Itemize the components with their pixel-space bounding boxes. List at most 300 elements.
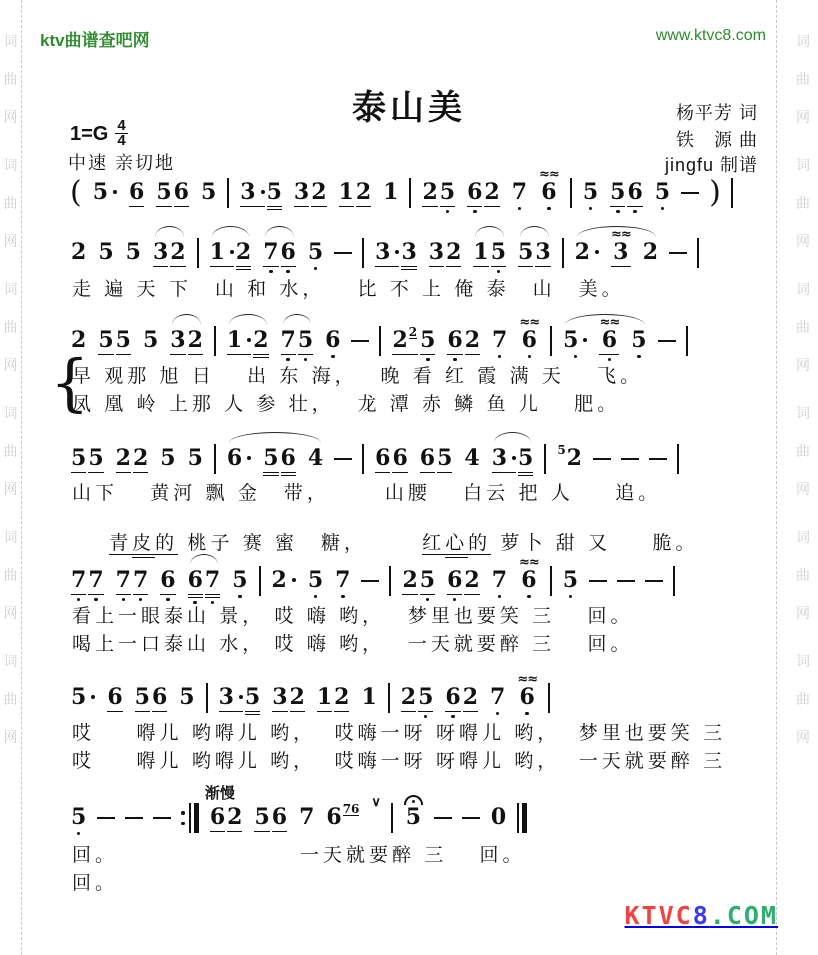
beam-underline	[311, 206, 326, 208]
note-digit: 5	[142, 327, 159, 353]
beam-underline	[420, 472, 435, 474]
duration-dash	[645, 580, 663, 583]
augmentation-dot	[395, 250, 399, 254]
note-below	[227, 829, 242, 846]
augmentation-dot	[512, 456, 516, 460]
music-symbol	[522, 803, 527, 833]
note-digit: 2	[355, 179, 372, 205]
key-text: 1=G	[70, 123, 109, 145]
beam-underline	[254, 831, 269, 833]
note-digit: 3	[613, 239, 629, 265]
watermark-char: 网	[796, 233, 810, 249]
note	[538, 165, 560, 221]
beam-underline	[205, 594, 220, 596]
lyrics-line-4-verse-2	[72, 506, 699, 577]
music-symbol	[194, 803, 199, 833]
beam-underline	[418, 711, 433, 713]
beam-underline	[174, 206, 189, 208]
lyric-underlined: 的	[155, 533, 179, 554]
note-digit: 5	[98, 239, 114, 265]
duration-dash	[361, 580, 379, 583]
music-line-1	[70, 165, 743, 221]
note-digit: 5	[418, 684, 434, 710]
octave-dot-low	[286, 270, 290, 274]
note-above	[519, 313, 539, 328]
beam-underline	[219, 711, 243, 713]
beam-underline	[253, 354, 268, 356]
octave-dot-low	[314, 267, 318, 271]
octave-dot-low	[569, 595, 573, 599]
duration-dash	[658, 340, 676, 343]
note-digit: 2	[235, 239, 252, 265]
watermark-char: 网	[796, 605, 810, 621]
note-digit: 2	[115, 445, 131, 471]
beam-underline	[440, 206, 455, 208]
beam-underline	[392, 472, 407, 474]
note-digit: 6	[419, 445, 436, 471]
octave-dot-low	[269, 270, 273, 274]
note-digit: 7	[115, 567, 131, 593]
watermark-char: 曲	[796, 691, 810, 707]
note	[400, 225, 417, 281]
beam-underline	[518, 266, 533, 268]
watermark-char: 网	[796, 481, 810, 497]
duration-dash	[125, 817, 143, 820]
beam-underline	[156, 206, 171, 208]
octave-dot-low	[446, 210, 450, 214]
grace-note: 5	[557, 443, 566, 457]
slur-group	[152, 225, 187, 281]
lyrics-line-7-middle: 一天就要醉 三 回。	[300, 845, 526, 866]
beamed-group	[338, 165, 373, 221]
note-digit: 7	[88, 567, 104, 593]
note	[338, 165, 355, 221]
note	[152, 225, 169, 281]
beam-underline	[599, 354, 619, 356]
beamed-group	[472, 225, 507, 281]
beam-underline	[467, 206, 482, 208]
beam-underline	[267, 209, 282, 211]
beam-underline	[422, 206, 437, 208]
beam-underline	[447, 594, 462, 596]
note-digit: 6	[173, 179, 189, 205]
lyric-text: 桃子 赛 蜜 糖，	[178, 533, 423, 554]
note	[235, 225, 252, 281]
fermata-icon	[404, 795, 423, 805]
note-digit: 1	[383, 179, 399, 205]
note-digit: 7	[491, 567, 507, 593]
note-digit: 5	[71, 804, 87, 830]
note	[128, 165, 145, 221]
note-below	[254, 829, 269, 846]
note-digit: 2	[71, 327, 87, 353]
barline	[214, 444, 216, 474]
lyric-underlined: 红	[422, 533, 446, 554]
watermark-char: 网	[796, 357, 810, 373]
note-digit: 7	[263, 239, 279, 265]
note-digit: 6	[447, 567, 463, 593]
note-digit: 6	[129, 179, 145, 205]
note-digit: 5	[419, 567, 436, 593]
note-digit: 5	[263, 445, 279, 471]
note-digit: 2	[422, 179, 438, 205]
note-digit: 5	[266, 179, 282, 205]
beam-underline	[267, 206, 282, 208]
beam-underline	[272, 711, 287, 713]
note	[298, 790, 315, 846]
note-digit: 6	[187, 567, 203, 593]
note	[654, 165, 671, 221]
note-digit: 5	[610, 179, 626, 205]
note	[445, 225, 462, 281]
note-digit: 4	[307, 445, 324, 471]
barline	[409, 178, 411, 208]
beam-underline	[245, 714, 260, 716]
beam-underline	[133, 594, 148, 596]
note-digit: 6	[519, 684, 535, 710]
repeat-barline	[181, 803, 199, 833]
tremolo-ornament-icon: ≈≈	[610, 227, 631, 242]
beam-underline	[170, 266, 185, 268]
watermark-char: 网	[3, 109, 18, 125]
note-digit: 5	[654, 179, 671, 205]
time-signature	[115, 119, 127, 148]
barline	[544, 444, 546, 474]
octave-dot-low	[547, 207, 551, 211]
beam-underline	[298, 354, 313, 356]
note-digit: 7	[299, 804, 315, 830]
note-digit: 5	[179, 684, 195, 710]
ktvc8-logo-link[interactable]	[625, 901, 779, 930]
beam-underline	[272, 831, 287, 833]
octave-dot-low	[496, 712, 500, 716]
octave-dot-low	[341, 595, 345, 599]
note-digit: 5	[307, 567, 324, 593]
note-above	[517, 670, 537, 685]
note	[173, 165, 190, 221]
note-below	[512, 204, 527, 221]
octave-dot-low	[525, 712, 529, 716]
slur-group	[209, 225, 253, 281]
beam-underline	[281, 475, 296, 477]
note-digit: 3	[375, 240, 399, 264]
lyric-underlined: 的	[468, 533, 492, 554]
note	[534, 225, 551, 281]
note	[253, 790, 270, 846]
beam-underline	[210, 831, 225, 833]
note-digit: 2	[170, 239, 186, 265]
note-digit: 5	[297, 327, 314, 353]
beamed-group	[374, 225, 418, 281]
note-digit: 5	[563, 328, 587, 352]
watermark-char: 曲	[3, 195, 18, 211]
note-digit: 2	[132, 445, 149, 471]
music-symbol	[181, 811, 185, 815]
note-digit: 5	[115, 327, 131, 353]
note-digit: 5	[254, 804, 270, 830]
note	[626, 165, 643, 221]
beam-underline	[402, 594, 417, 596]
duration-dash	[621, 458, 639, 461]
beam-underline	[240, 206, 264, 208]
note-digit: 5	[160, 445, 176, 471]
meter-denominator: 4	[117, 132, 126, 149]
duration-dash	[462, 817, 480, 820]
note	[642, 225, 659, 281]
lyric-text: 萝卜 甜 又 脆。	[491, 533, 699, 554]
note	[355, 165, 372, 221]
beam-underline	[263, 266, 278, 268]
duration-dash	[669, 252, 687, 255]
note-below	[294, 204, 309, 221]
watermark-char: 网	[796, 109, 810, 125]
barline	[391, 803, 393, 833]
rit-label-text: 渐慢	[204, 785, 235, 802]
octave-dot-low	[637, 355, 641, 359]
slur-group	[574, 225, 659, 281]
right-margin-watermark	[776, 0, 818, 955]
note-below	[240, 204, 264, 221]
note-digit: 6	[601, 327, 618, 353]
note-digit: 2	[71, 239, 87, 265]
note	[325, 790, 361, 846]
note-digit: 2	[187, 327, 203, 353]
note-digit: 1	[210, 240, 234, 264]
note-digit: 6	[521, 327, 537, 353]
beam-underline	[491, 266, 506, 268]
breath-mark-icon: ∨	[371, 794, 381, 809]
lyrics-line-6-verse-1: 哎 嘚儿 哟嘚儿 哟， 哎嗨一呀 呀嘚儿 哟， 梦里也要笑 三	[72, 723, 727, 744]
note-digit: 3	[428, 239, 445, 265]
note-digit: 2	[464, 327, 481, 353]
note-digit: 5	[98, 327, 114, 353]
octave-dot-low	[314, 595, 318, 599]
note	[310, 165, 327, 221]
note-digit: 3	[535, 239, 551, 265]
note-below	[174, 204, 189, 221]
augmentation-dot	[595, 250, 599, 254]
slur-group	[262, 225, 297, 281]
note-digit: 7	[204, 567, 221, 593]
note-digit: 5	[437, 445, 453, 471]
beam-underline	[437, 472, 452, 474]
beamed-group	[155, 165, 190, 221]
beam-underline	[484, 206, 499, 208]
beam-underline	[281, 266, 296, 268]
beam-underline	[188, 354, 203, 356]
beam-underline	[253, 357, 268, 359]
barline	[677, 444, 679, 474]
meter-numerator: 4	[117, 117, 126, 134]
barline	[388, 683, 390, 713]
note-digit: 7	[132, 567, 149, 593]
note-digit: 6	[325, 327, 341, 353]
octave-dot-low	[331, 355, 335, 359]
beam-underline	[627, 206, 642, 208]
note-below	[272, 829, 287, 846]
note-below	[627, 204, 642, 221]
song-title: 泰山美	[352, 88, 466, 128]
barline	[570, 178, 572, 208]
note-digit: 7	[490, 684, 506, 710]
beam-underline	[245, 711, 260, 713]
note-above	[404, 790, 423, 805]
note-digit: 2	[400, 684, 417, 710]
beam-underline	[205, 597, 220, 599]
note-digit: 1	[473, 239, 489, 265]
beam-underline	[339, 206, 354, 208]
beam-underline	[401, 269, 416, 271]
duration-dash	[593, 458, 611, 461]
tremolo-ornament-icon: ≈≈	[599, 315, 620, 330]
beam-underline	[263, 475, 278, 477]
beamed-group	[293, 165, 328, 221]
note	[466, 165, 483, 221]
note-digit: 5	[88, 445, 104, 471]
octave-dot-low	[528, 355, 532, 359]
note-below	[610, 204, 625, 221]
note-digit: 5	[71, 685, 95, 709]
beamed-group	[152, 225, 187, 281]
beam-underline	[227, 831, 242, 833]
site-name-link[interactable]: ktv曲谱查吧网	[40, 31, 150, 50]
note-digit: 5	[71, 445, 87, 471]
note-digit: 7	[335, 567, 351, 593]
slur-group	[472, 225, 507, 281]
beam-underline	[153, 266, 168, 268]
beam-underline	[170, 354, 185, 356]
watermark-char: 词	[3, 405, 18, 421]
note	[262, 225, 279, 281]
beam-underline	[518, 475, 533, 477]
parenthesis: (	[70, 175, 82, 210]
tremolo-ornament-icon: ≈≈	[519, 555, 539, 570]
beam-underline	[135, 711, 150, 713]
augmentation-dot	[292, 578, 296, 582]
watermark-char: 曲	[3, 319, 18, 335]
octave-dot-low	[574, 355, 578, 359]
tempo-marking: 中速 亲切地	[68, 153, 176, 173]
beam-underline	[392, 354, 418, 356]
note-digit: 6	[392, 445, 408, 471]
duration-dash	[97, 817, 115, 820]
beam-underline	[401, 266, 416, 268]
note	[200, 165, 217, 221]
note-digit: 3	[152, 239, 169, 265]
note-digit: 7	[492, 327, 508, 353]
beam-underline	[133, 472, 148, 474]
note-digit: 6	[447, 327, 463, 353]
duration-dash	[589, 580, 607, 583]
note-digit: 6	[160, 567, 176, 593]
tremolo-ornament-icon: ≈≈	[517, 672, 538, 687]
site-url-link[interactable]: www.ktvc8.com	[655, 27, 766, 44]
final-barline	[517, 803, 527, 833]
beam-underline	[152, 711, 167, 713]
barline	[214, 326, 216, 356]
music-symbol	[181, 822, 185, 826]
note-below	[311, 204, 326, 221]
beam-underline	[463, 711, 478, 713]
watermark-char: 词	[796, 529, 810, 545]
watermark-char: 曲	[796, 319, 810, 335]
beam-underline	[71, 594, 86, 596]
watermark-char: 网	[3, 357, 18, 373]
watermark-char: 曲	[3, 567, 18, 583]
beamed-group	[609, 165, 644, 221]
note-below	[156, 204, 171, 221]
augmentation-dot	[261, 190, 265, 194]
watermark-char: 词	[796, 281, 810, 297]
note-digit: 3	[240, 180, 264, 204]
watermark-char: 网	[3, 233, 18, 249]
beam-underline	[227, 354, 251, 356]
beam-underline	[518, 472, 533, 474]
note-digit: 5	[200, 179, 217, 205]
note-digit: 5	[518, 239, 534, 265]
grace-note: 76	[342, 801, 360, 816]
note-below	[93, 204, 117, 221]
note	[610, 225, 632, 281]
note-digit: 5	[156, 179, 172, 205]
barline	[206, 683, 208, 713]
logo-part-red: KTVC	[624, 901, 693, 930]
beam-underline	[464, 594, 479, 596]
beam-underline	[465, 354, 480, 356]
duration-dash	[351, 340, 369, 343]
note-digit: 5	[187, 445, 203, 471]
beam-underline	[160, 594, 175, 596]
note-digit: 5	[439, 179, 456, 205]
note-digit: 2 2	[392, 324, 418, 353]
barline	[562, 238, 564, 268]
beamed-group	[421, 165, 456, 221]
beam-underline	[236, 269, 251, 271]
note-below	[267, 204, 282, 221]
beamed-group	[517, 225, 552, 281]
barline	[550, 326, 552, 356]
note-below	[210, 829, 225, 846]
credit-engraver: jingfu 制谱	[664, 155, 758, 175]
music-line-2	[70, 225, 709, 281]
watermark-char: 曲	[3, 691, 18, 707]
barline	[197, 238, 199, 268]
beamed-group	[209, 225, 253, 281]
tremolo-ornament-icon: ≈≈	[519, 315, 540, 330]
augmentation-dot	[247, 456, 251, 460]
note-digit: 2	[464, 567, 480, 593]
lyrics-line-5-verse-1: 看上一眼泰山 景， 哎 嗨 哟， 梦里也要笑 三 回。	[72, 606, 634, 627]
barline	[697, 238, 699, 268]
note-digit: 2	[227, 804, 243, 830]
note-digit: 5	[582, 179, 599, 205]
augmentation-dot	[230, 250, 234, 254]
note-digit: 3	[492, 446, 516, 470]
beam-underline	[317, 711, 332, 713]
beam-underline	[236, 266, 251, 268]
note-digit: 2	[272, 568, 296, 592]
watermark-char: 词	[796, 157, 810, 173]
note-digit: 3	[219, 685, 243, 709]
note-digit: 5	[562, 567, 579, 593]
note	[125, 225, 142, 281]
note	[439, 165, 456, 221]
beam-underline	[116, 354, 131, 356]
note-digit: 6	[271, 804, 288, 830]
octave-dot-low	[497, 270, 501, 274]
lyrics-line-6-verse-2: 哎 嘚儿 哟嘚儿 哟， 哎嗨一呀 呀嘚儿 哟， 一天就要醉 三	[72, 751, 727, 772]
beam-underline	[281, 354, 296, 356]
